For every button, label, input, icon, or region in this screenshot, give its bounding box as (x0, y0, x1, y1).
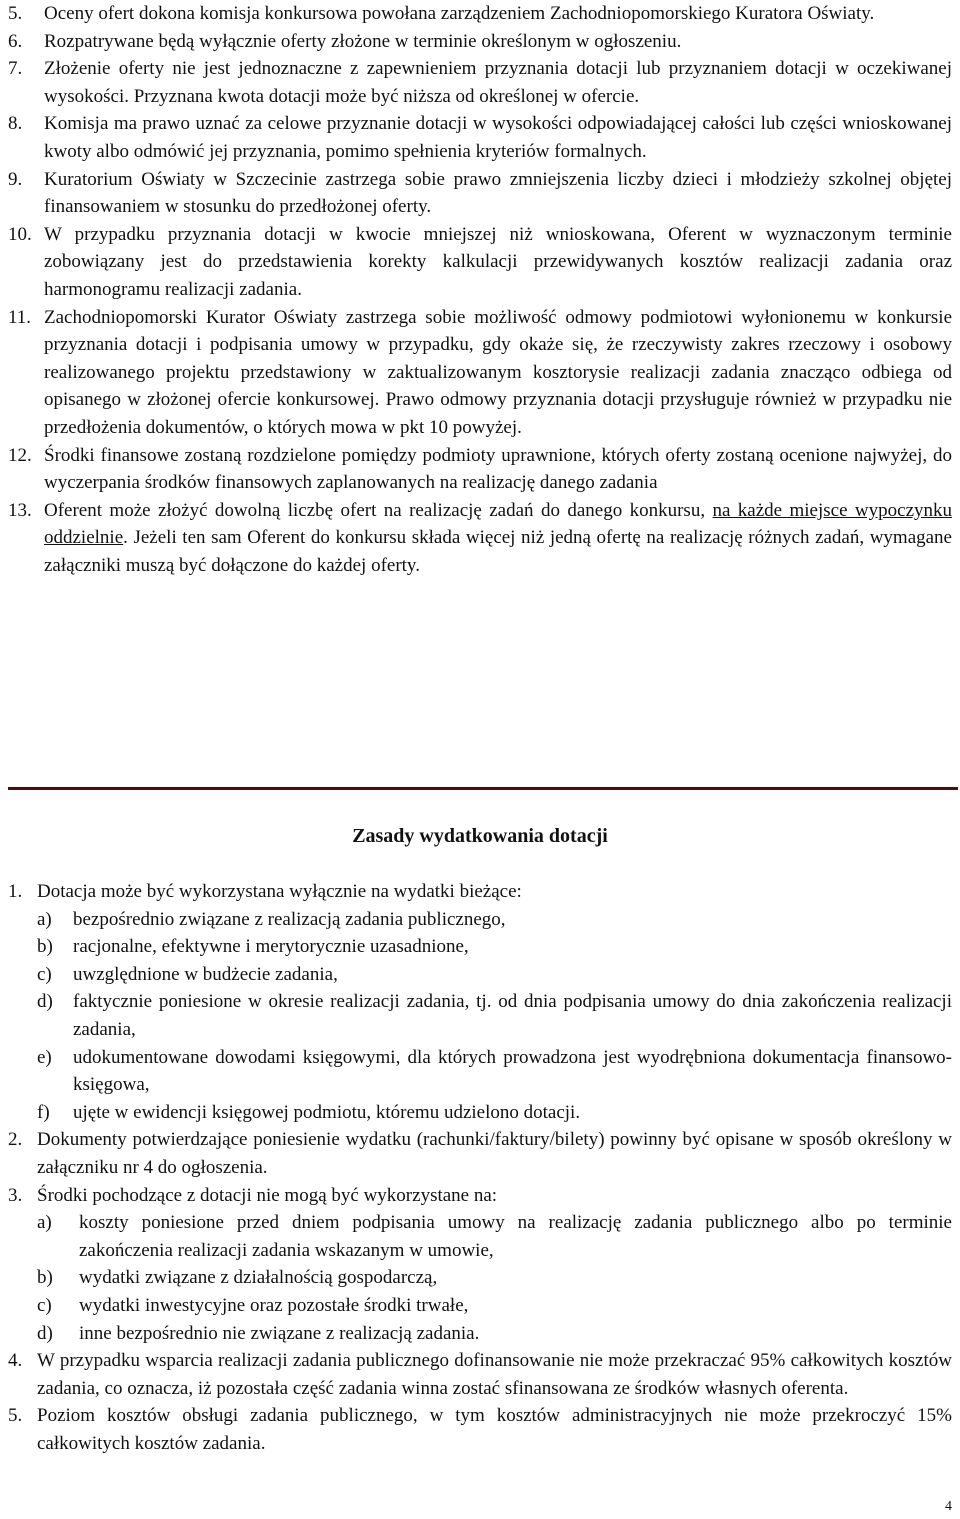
sub-list (37, 1209, 952, 1347)
item-number: 4. (8, 1350, 23, 1372)
sub-list-item (37, 1209, 952, 1264)
conditions-list (0, 0, 960, 579)
item-number: 2. (8, 1129, 23, 1151)
item-number: 13. (8, 499, 32, 521)
sub-item-letter: a) (37, 1212, 52, 1234)
sub-list (37, 906, 952, 1127)
item-number: 5. (8, 3, 23, 24)
sub-list-item (37, 906, 952, 934)
sub-item-text: bezpośrednio związane z realizacją zadania publicznego, (73, 908, 506, 930)
item-text-after: . Jeżeli ten sam Oferent do konkursu składa więcej niż jedną ofertę na realizację różnych zadań, wymagane załączniki muszą być dołączone do każdej oferty. (44, 527, 952, 576)
section-divider (8, 787, 958, 790)
list-item (0, 497, 960, 580)
sub-list-item (37, 1320, 952, 1348)
item-text: Zachodniopomorski Kurator Oświaty zastrzega sobie możliwość odmowy podmiotowi wyłonionemu w konkursie przyznania dotacji i podpisania umowy w przypadku, gdy okaże się, że rzeczywisty zakres rzeczowy i osobowy realizowanego projektu przedstawiony w zaktualizowanym kosztorysie realizacji zadania znacząco odbiega od opisanego w złożonej ofercie konkursowej. Prawo odmowy przyznania dotacji przysługuje również w przypadku nie przedłożenia dokumentów, o których mowa w pkt 10 powyżej. (44, 306, 952, 438)
sub-item-text: ujęte w ewidencji księgowej podmiotu, któremu udzielono dotacji. (73, 1101, 581, 1123)
sub-item-letter: e) (37, 1046, 52, 1068)
sub-item-letter: c) (37, 963, 52, 985)
sub-item-text: udokumentowane dowodami księgowymi, dla których prowadzona jest wyodrębniona dokumentacja finansowo-księgowa, (73, 1046, 952, 1096)
sub-list-item (37, 988, 952, 1043)
list-item (0, 221, 960, 304)
item-number: 9. (8, 168, 23, 190)
item-number: 3. (8, 1184, 23, 1206)
list-item (0, 0, 960, 28)
item-text: Środki pochodzące z dotacji nie mogą być wykorzystane na: (37, 1184, 498, 1206)
list-item (0, 110, 960, 165)
item-number: 10. (8, 223, 32, 245)
item-number: 8. (8, 113, 23, 135)
item-text-before: Oferent może złożyć dowolną liczbę ofert na realizację zadań do danego konkursu, (44, 499, 713, 521)
sub-list-item (37, 1264, 952, 1292)
sub-list-item (37, 933, 952, 961)
item-text: Dokumenty potwierdzające poniesienie wydatku (rachunki/faktury/bilety) powinny być opisane w sposób określony w załączniku nr 4 do ogłoszenia. (37, 1129, 952, 1178)
list-item (0, 166, 960, 221)
sub-item-letter: d) (37, 1322, 53, 1344)
item-text: Złożenie oferty nie jest jednoznaczne z zapewnieniem przyznania dotacji lub przyznaniem dotacji w oczekiwanej wysokości. Przyznana kwota dotacji może być niższa od określonej w ofercie. (44, 58, 952, 107)
item-number: 6. (8, 30, 23, 52)
sub-list-item (37, 961, 952, 989)
list-item (0, 878, 960, 1126)
item-text: W przypadku przyznania dotacji w kwocie mniejszej niż wnioskowana, Oferent w wyznaczonym terminie zobowiązany jest do przedstawienia korekty kalkulacji przewidywanych kosztów realizacji zadania oraz harmonogramu realizacji zadania. (44, 223, 952, 300)
sub-list-item (37, 1099, 952, 1127)
item-text: Oceny ofert dokona komisja konkursowa powołana zarządzeniem Zachodniopomorskiego Kuratora Oświaty. (44, 3, 875, 24)
list-item (0, 1347, 960, 1402)
item-number: 5. (8, 1405, 23, 1427)
list-item (0, 1182, 960, 1348)
list-item (0, 304, 960, 442)
sub-item-text: racjonalne, efektywne i merytorycznie uzasadnione, (73, 936, 469, 958)
item-number: 7. (8, 58, 23, 80)
item-text: Środki finansowe zostaną rozdzielone pomiędzy podmioty uprawnione, których oferty zostaną ocenione najwyżej, do wyczerpania środków finansowych zaplanowanych na realizację danego zadania (44, 444, 952, 494)
underlined-text: na każde miejsce wypoczynku oddzielnie (44, 499, 952, 549)
sub-list-item (37, 1292, 952, 1320)
sub-item-letter: a) (37, 908, 52, 930)
sub-item-text: koszty poniesione przed dniem podpisania umowy na realizację zadania publicznego albo po terminie zakończenia realizacji zadania wskazanym w umowie, (79, 1212, 952, 1261)
item-text: Rozpatrywane będą wyłącznie oferty złożone w terminie określonym w ogłoszeniu. (44, 30, 682, 52)
item-number: 11. (8, 306, 32, 328)
list-item (0, 1126, 960, 1181)
item-number: 12. (8, 444, 32, 466)
sub-item-letter: d) (37, 991, 53, 1013)
sub-item-text: faktycznie poniesione w okresie realizacji zadania, tj. od dnia podpisania umowy do dnia zakończenia realizacji zadania, (73, 991, 952, 1040)
item-text: Komisja ma prawo uznać za celowe przyznanie dotacji w wysokości odpowiadającej całości lub części wnioskowanej kwoty albo odmówić jej przyznania, pomimo spełnienia kryteriów formalnych. (44, 113, 952, 162)
item-number: 1. (8, 881, 23, 902)
item-text: Dotacja może być wykorzystana wyłącznie na wydatki bieżące: (37, 881, 522, 902)
sub-item-letter: f) (37, 1101, 50, 1123)
spending-rules-list (0, 878, 960, 1457)
sub-list-item (37, 1044, 952, 1099)
list-item (0, 442, 960, 497)
sub-item-text: wydatki inwestycyjne oraz pozostałe środki trwałe, (79, 1294, 469, 1316)
item-text: W przypadku wsparcia realizacji zadania publicznego dofinansowanie nie może przekraczać 95% całkowitych kosztów zadania, co oznacza, iż pozostała część zadania winna zostać sfinansowana ze środków własnych oferenta. (37, 1350, 952, 1399)
section-title: Zasady wydatkowania dotacji (352, 825, 608, 847)
list-item (0, 1402, 960, 1457)
list-item (0, 55, 960, 110)
item-text: Poziom kosztów obsługi zadania publicznego, w tym kosztów administracyjnych nie może przekroczyć 15% całkowitych kosztów zadania. (37, 1405, 952, 1454)
sub-item-letter: b) (37, 936, 53, 958)
sub-item-letter: b) (37, 1267, 53, 1289)
page-number: 4 (945, 1499, 952, 1514)
item-text: Kuratorium Oświaty w Szczecinie zastrzega sobie prawo zmniejszenia liczby dzieci i młodzieży szkolnej objętej finansowaniem w stosunku do przedłożonej oferty. (44, 168, 952, 218)
list-item (0, 28, 960, 56)
sub-item-text: wydatki związane z działalnością gospodarczą, (79, 1267, 438, 1289)
sub-item-letter: c) (37, 1294, 52, 1316)
sub-item-text: uwzględnione w budżecie zadania, (73, 963, 338, 985)
sub-item-text: inne bezpośrednio nie związane z realizacją zadania. (79, 1322, 480, 1344)
